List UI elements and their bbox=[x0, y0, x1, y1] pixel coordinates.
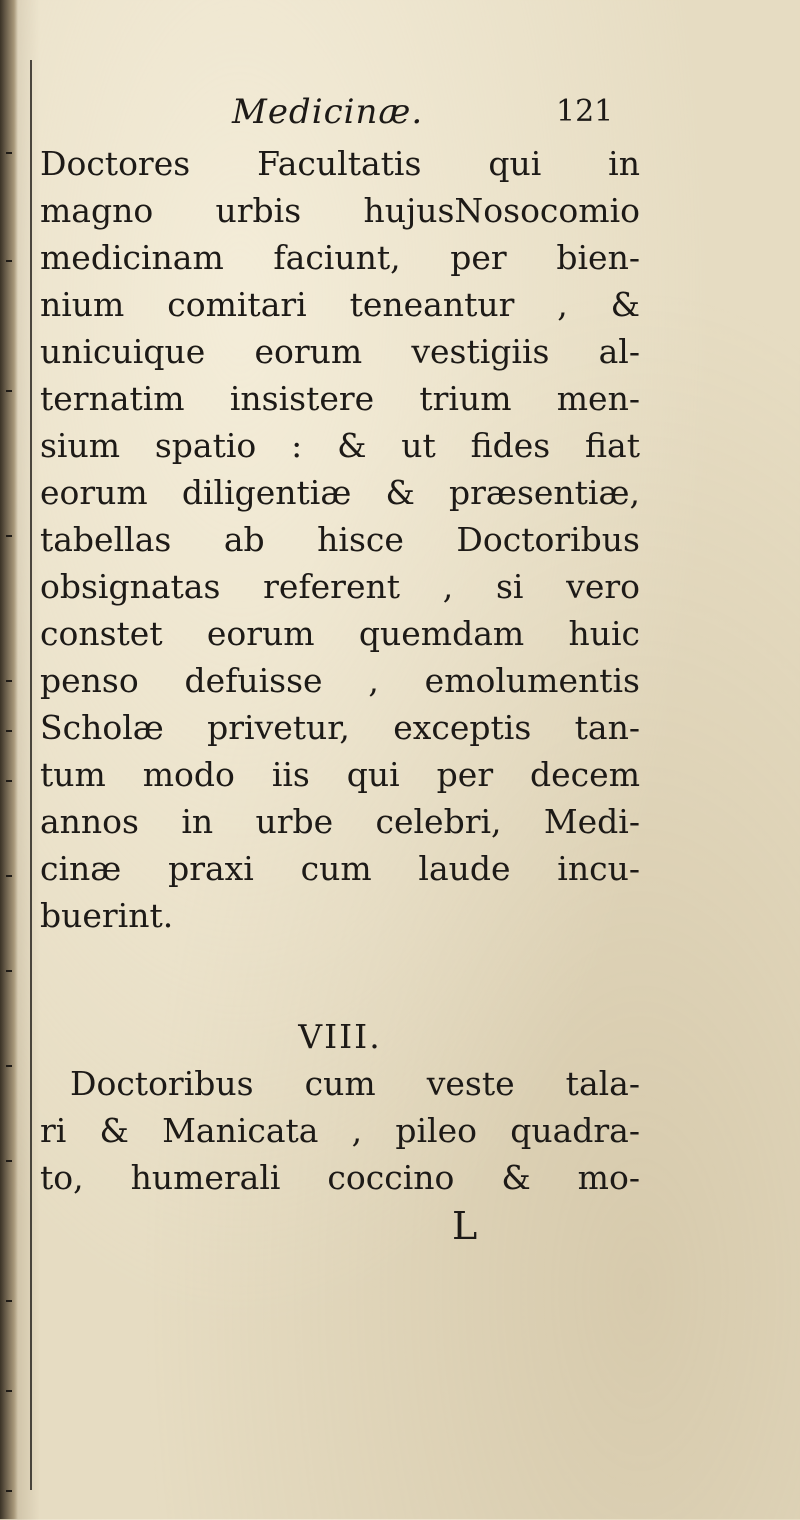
section-heading: VIII. bbox=[298, 1017, 382, 1056]
text-line: tum modo iis qui per decem bbox=[40, 755, 640, 794]
margin-mark bbox=[6, 535, 12, 537]
text-line: constet eorum quemdam huic bbox=[40, 614, 640, 653]
catchword: L bbox=[452, 1204, 478, 1248]
running-head bbox=[38, 92, 638, 136]
paragraph-doctoribus bbox=[40, 1060, 640, 1201]
margin-mark bbox=[6, 680, 12, 682]
text-line: cinæ praxi cum laude incu- bbox=[40, 849, 640, 888]
text-line: magno urbis hujusNosocomio bbox=[40, 191, 640, 230]
margin-rule bbox=[30, 60, 32, 1490]
text-line: ri & Manicata , pileo quadra- bbox=[40, 1111, 640, 1150]
margin-mark bbox=[6, 260, 12, 262]
text-line: Doctores Facultatis qui in bbox=[40, 144, 640, 183]
text-line: buerint. bbox=[40, 896, 174, 935]
margin-marks bbox=[4, 140, 18, 1520]
page-number: 121 bbox=[556, 94, 614, 129]
text-line: sium spatio : & ut fides fiat bbox=[40, 426, 640, 465]
text-line: eorum diligentiæ & præsentiæ, bbox=[40, 473, 640, 512]
margin-mark bbox=[6, 1065, 12, 1067]
text-line: ternatim insistere trium men- bbox=[40, 379, 640, 418]
margin-mark bbox=[6, 152, 12, 154]
margin-mark bbox=[6, 730, 12, 732]
text-line: penso defuisse , emolumentis bbox=[40, 661, 640, 700]
text-line: unicuique eorum vestigiis al- bbox=[40, 332, 640, 371]
text-line: nium comitari teneantur , & bbox=[40, 285, 640, 324]
paragraph-doctores bbox=[40, 140, 640, 939]
text-line: annos in urbe celebri, Medi- bbox=[40, 802, 640, 841]
running-title: Medicinæ. bbox=[232, 92, 424, 132]
margin-mark bbox=[6, 1390, 12, 1392]
text-line: Doctoribus cum veste tala- bbox=[70, 1064, 640, 1103]
margin-mark bbox=[6, 780, 12, 782]
margin-mark bbox=[6, 1300, 12, 1302]
margin-mark bbox=[6, 875, 12, 877]
text-line: medicinam faciunt, per bien- bbox=[40, 238, 640, 277]
text-line: to, humerali coccino & mo- bbox=[40, 1158, 640, 1197]
margin-mark bbox=[6, 1490, 12, 1492]
margin-mark bbox=[6, 1160, 12, 1162]
text-line: obsignatas referent , si vero bbox=[40, 567, 640, 606]
margin-mark bbox=[6, 390, 12, 392]
margin-mark bbox=[6, 970, 12, 972]
text-line: Scholæ privetur, exceptis tan- bbox=[40, 708, 640, 747]
text-line: tabellas ab hisce Doctoribus bbox=[40, 520, 640, 559]
